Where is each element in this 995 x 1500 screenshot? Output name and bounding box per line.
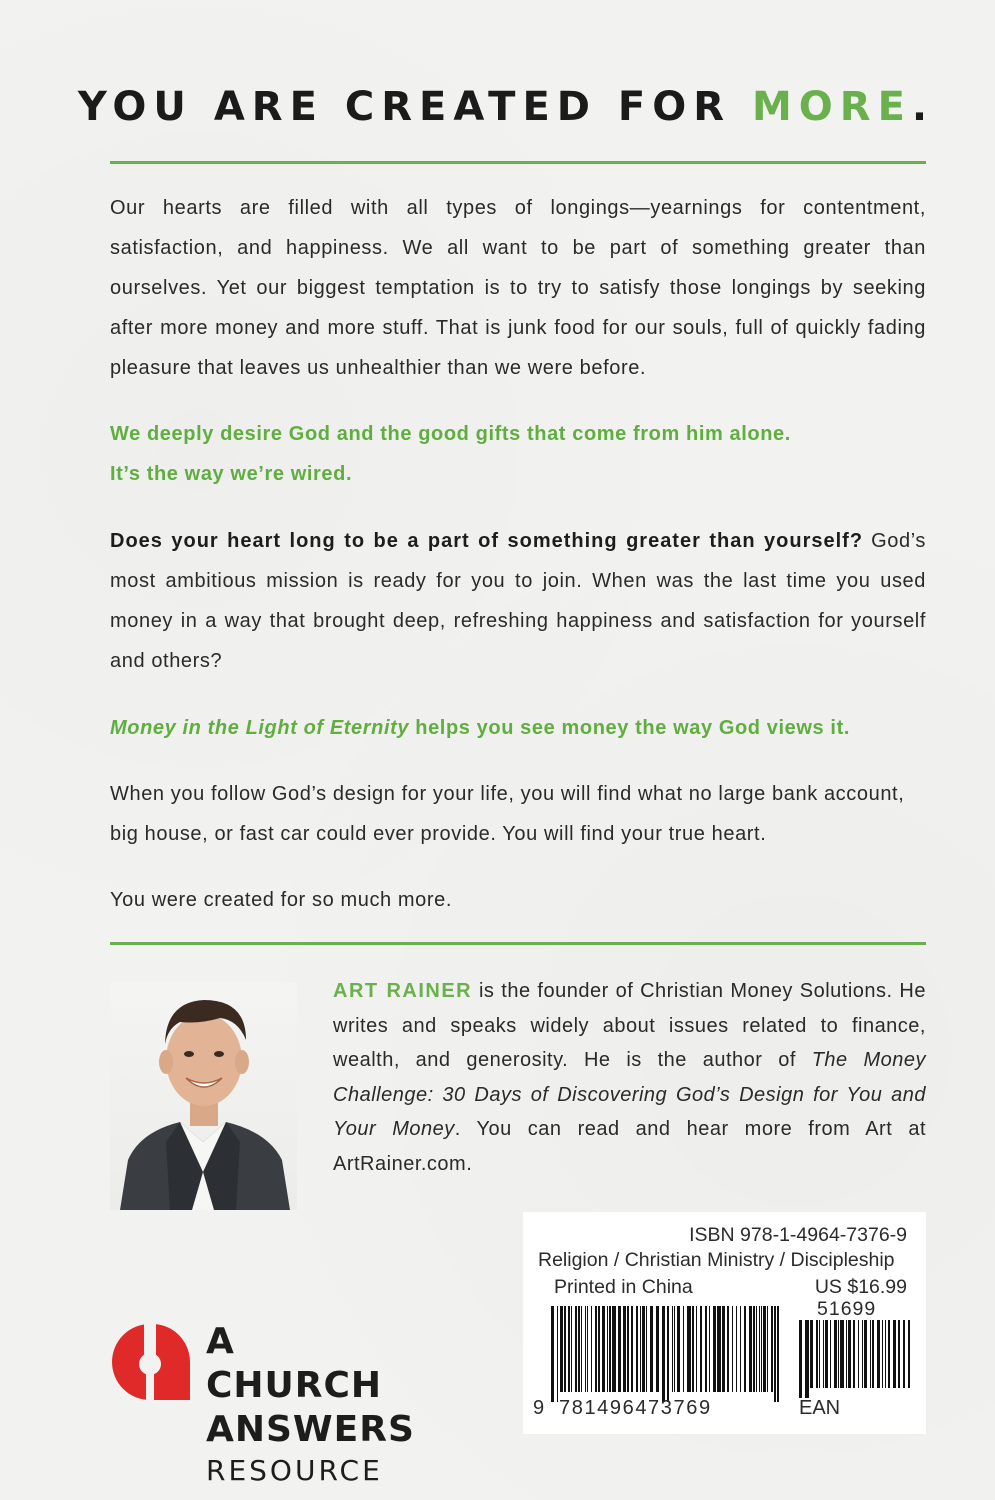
barcode-bar (840, 1320, 844, 1388)
logo-line-1: A CHURCH (206, 1321, 383, 1406)
logo-line-3: RESOURCE (206, 1454, 383, 1487)
barcode-bar (636, 1306, 638, 1392)
barcode-bar (713, 1306, 716, 1392)
isbn-text: ISBN 978-1-4964-7376-9 (689, 1224, 907, 1246)
barcode-bar (870, 1320, 871, 1388)
barcode-bar (587, 1306, 588, 1392)
barcode-bar (848, 1320, 851, 1388)
green-statement-line-2: It’s the way we’re wired. (110, 463, 353, 485)
barcode-bar (623, 1306, 626, 1392)
barcode-bar (705, 1306, 707, 1392)
barcode-bar (627, 1306, 629, 1392)
bio-text-1: is the founder of Christian Money Solutions. He writes and speaks widely about issues related to finance, wealth, and generosity. He is the author of (333, 980, 926, 1072)
church-answers-logo (110, 1318, 415, 1487)
barcode-bar (885, 1320, 886, 1388)
barcode-digits: 781496473769 (559, 1397, 712, 1419)
price-text: US $16.99 (814, 1276, 907, 1298)
logo-line-2: ANSWERS (206, 1409, 415, 1450)
top-divider (110, 161, 926, 164)
church-answers-mark-icon (110, 1322, 194, 1402)
barcode-bar (864, 1320, 867, 1388)
main-barcode-bars (551, 1306, 781, 1402)
barcode-bar (560, 1306, 563, 1392)
barcode-bar (585, 1306, 586, 1392)
barcode-bar (799, 1320, 802, 1398)
barcode-bar (763, 1306, 766, 1392)
barcode-bar (756, 1306, 757, 1392)
author-bio (333, 974, 926, 1182)
barcode-bar (908, 1320, 910, 1388)
barcode-bar (882, 1320, 883, 1388)
barcode-bar (578, 1306, 580, 1392)
barcode-bar (862, 1320, 863, 1388)
bio-text-2: . You can read and hear more from Art at ArtRainer.com. (333, 1118, 927, 1175)
intro-paragraph: Our hearts are filled with all types of longings—yearnings for contentment, satisfaction, and happiness. We all want to be part of something greater than ourselves. Yet our biggest temptation is to try to satisfy those longings by seeking after more money and more stuff. That is junk food for our souls, full of quickly fading pleasure that leaves us unhealthier than we were before. (110, 197, 926, 379)
barcode-bar (846, 1320, 847, 1388)
barcode-bar (609, 1306, 611, 1392)
design-paragraph: When you follow God’s design for your life, you will find what no large bank account, big house, or fast car could ever provide. You will find your true heart. (110, 783, 905, 845)
barcode-bar (700, 1306, 702, 1392)
barcode-bar (683, 1306, 684, 1392)
barcode-bar (810, 1320, 813, 1388)
barcode-bar (662, 1306, 665, 1402)
barcode-bar (640, 1306, 641, 1392)
ean-label: EAN (799, 1397, 841, 1419)
barcode-bar (612, 1306, 616, 1392)
category-text: Religion / Christian Ministry / Discipleship (538, 1249, 895, 1271)
barcode-first-digit: 9 (533, 1397, 545, 1419)
closing-line: You were created for so much more. (110, 889, 453, 911)
barcode-bar (551, 1306, 554, 1402)
barcode-bar (717, 1306, 721, 1392)
barcode-bar (893, 1320, 896, 1388)
barcode-bar (646, 1306, 647, 1392)
barcode-bar (692, 1306, 694, 1392)
barcode-bar (771, 1306, 773, 1392)
barcode-bar (642, 1306, 645, 1392)
barcode-bar (898, 1320, 900, 1388)
barcode-bar (677, 1306, 680, 1392)
barcode-bar (687, 1306, 691, 1392)
barcode-bar (759, 1306, 760, 1392)
barcode-bar (618, 1306, 621, 1392)
barcode-bar (825, 1320, 828, 1388)
barcode-bar (740, 1306, 741, 1392)
barcode-bar (834, 1320, 837, 1388)
barcode-bar (736, 1306, 737, 1392)
barcode-bar (819, 1320, 820, 1388)
book-statement (110, 708, 926, 748)
barcode-bar (656, 1306, 659, 1392)
barcode-bar (727, 1306, 729, 1392)
barcode-bar (581, 1306, 582, 1392)
barcode-bar (575, 1306, 577, 1392)
barcode-bar (571, 1306, 572, 1392)
bottom-divider (110, 942, 926, 945)
barcode-bar (709, 1306, 710, 1392)
barcode-bar (853, 1320, 855, 1388)
barcode-bar (564, 1306, 566, 1392)
addon-digits: 51699 (817, 1298, 877, 1320)
question-paragraph (110, 521, 926, 681)
barcode-bar (598, 1306, 600, 1392)
barcode-bar (722, 1306, 725, 1392)
headline-prefix: YOU ARE CREATED FOR (77, 84, 752, 130)
book-statement-rest: helps you see money the way God views it. (409, 717, 850, 739)
headline-highlight: MORE (751, 84, 912, 130)
question-rest: God’s most ambitious mission is ready for you to join. When was the last time you used money in a way that brought deep, refreshing happiness and satisfaction for yourself and others? (110, 530, 926, 672)
barcode-bar (767, 1306, 768, 1392)
author-name: ART RAINER (333, 980, 473, 1002)
author-photo (110, 982, 297, 1210)
barcode-bar (631, 1306, 633, 1392)
barcode-bar (858, 1320, 859, 1388)
barcode-bar (823, 1320, 824, 1388)
barcode-bar (591, 1306, 592, 1392)
barcode-bar (877, 1320, 880, 1388)
barcode-bar (761, 1306, 762, 1392)
barcode-bar (903, 1320, 905, 1388)
barcode-bar (674, 1306, 675, 1392)
barcode-bar (667, 1306, 669, 1402)
green-statement-line-1: We deeply desire God and the good gifts that come from him alone. (110, 423, 791, 445)
barcode-bar (650, 1306, 653, 1392)
barcode-bar (753, 1306, 755, 1392)
barcode-bar (830, 1320, 831, 1388)
addon-barcode-bars (799, 1320, 911, 1398)
headline-suffix: . (911, 84, 935, 130)
barcode-bar (888, 1320, 890, 1388)
barcode-bar (568, 1306, 570, 1392)
printed-in-text: Printed in China (554, 1276, 693, 1298)
barcode-bar (602, 1306, 605, 1392)
barcode-bar (816, 1320, 818, 1388)
barcode-bar (732, 1306, 733, 1392)
barcode-bar (805, 1320, 809, 1398)
barcode-bar (774, 1306, 776, 1402)
barcode-bar (872, 1320, 874, 1388)
barcode-bar (557, 1306, 558, 1402)
barcode-bar (838, 1320, 839, 1388)
headline (0, 84, 995, 130)
book-title-italic: Money in the Light of Eternity (110, 717, 410, 739)
barcode-bar (777, 1306, 779, 1402)
barcode-bar (595, 1306, 597, 1392)
barcode-bar (607, 1306, 608, 1392)
bio-book-title: The Money Challenge: 30 Days of Discovering God’s Design for You and Your Money (333, 1049, 926, 1141)
barcode-bar (672, 1306, 673, 1392)
barcode-bar (696, 1306, 697, 1392)
barcode-block (523, 1212, 926, 1434)
barcode-bar (749, 1306, 752, 1392)
question-bold: Does your heart long to be a part of something greater than yourself? (110, 530, 864, 552)
barcode-bar (744, 1306, 746, 1392)
